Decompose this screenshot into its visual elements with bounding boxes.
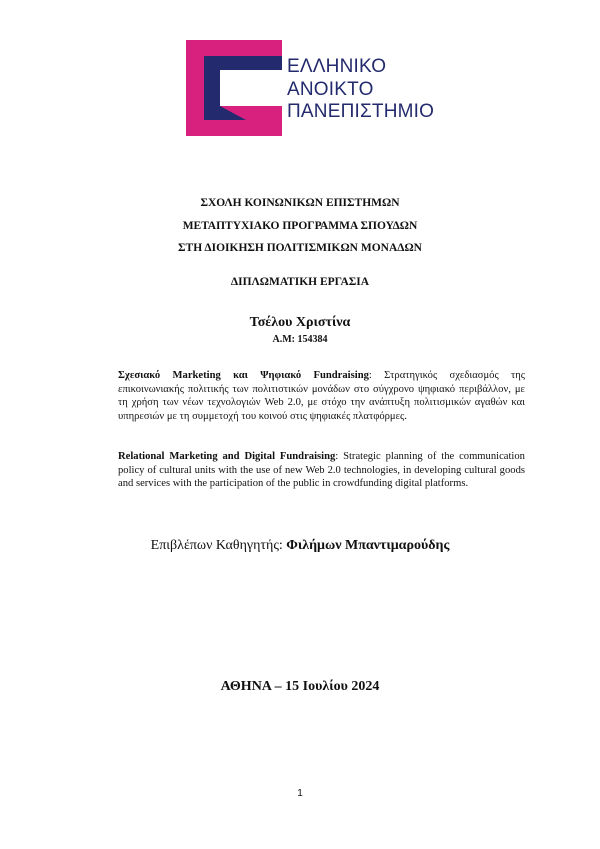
page-number: 1	[297, 788, 303, 799]
logo-line-3: ΠΑΝΕΠΙΣΤΗΜΙΟ	[287, 101, 435, 122]
greek-description: : Στρατηγικός σχεδιασμός της επικοινωνιακής πολιτικής των πολιτιστικών μονάδων στο σύγχρονο ψηφιακό περιβάλλον, με τη χρήση των νέων τεχνολογιών Web 2.0, με στόχο την ανάπτυξη πολιτισμικών αγαθών και υπηρεσιών με τη συμμετοχή του κοινού στις ψηφιακές πλατφόρμες.	[118, 370, 525, 422]
greek-title-block	[118, 369, 525, 423]
logo-line-1: ΕΛΛΗΝΙΚΟ	[287, 56, 387, 77]
school-line-3: ΣΤΗ ΔΙΟΙΚΗΣΗ ΠΟΛΙΤΙΣΜΙΚΩΝ ΜΟΝΑΔΩΝ	[178, 242, 422, 254]
thesis-type: ΔΙΠΛΩΜΑΤΙΚΗ ΕΡΓΑΣΙΑ	[230, 276, 370, 288]
school-line-2: ΜΕΤΑΠΤΥΧΙΑΚΟ ΠΡΟΓΡΑΜΜΑ ΣΠΟΥΔΩΝ	[182, 219, 418, 232]
student-id: Α.Μ: 154384	[272, 334, 328, 345]
university-logo-text	[287, 56, 457, 124]
supervisor-line	[0, 538, 600, 554]
english-description: : Strategic planning of the communication policy of cultural units with the use of new Web 2.0 technologies, in developing cultural goods and services with the participation of the public in crowdfunding digital platforms.	[118, 451, 525, 489]
logo-line-2: ΑΝΟΙΚΤΟ	[287, 78, 374, 100]
school-line-1: ΣΧΟΛΗ ΚΟΙΝΩΝΙΚΩΝ ΕΠΙΣΤΗΜΩΝ	[200, 197, 400, 209]
supervisor-label: Επιβλέπων Καθηγητής:	[150, 538, 287, 553]
place-date: ΑΘΗΝΑ – 15 Ιουλίου 2024	[220, 679, 380, 694]
school-heading	[0, 192, 600, 260]
english-title-block	[118, 450, 525, 491]
author-name: Τσέλου Χριστίνα	[249, 315, 351, 330]
supervisor-name: Φιλήμων Μπαντιμαρούδης	[286, 538, 450, 553]
english-title: Relational Marketing and Digital Fundraising	[118, 451, 336, 462]
greek-title: Σχεσιακό Marketing και Ψηφιακό Fundraising	[118, 370, 369, 381]
